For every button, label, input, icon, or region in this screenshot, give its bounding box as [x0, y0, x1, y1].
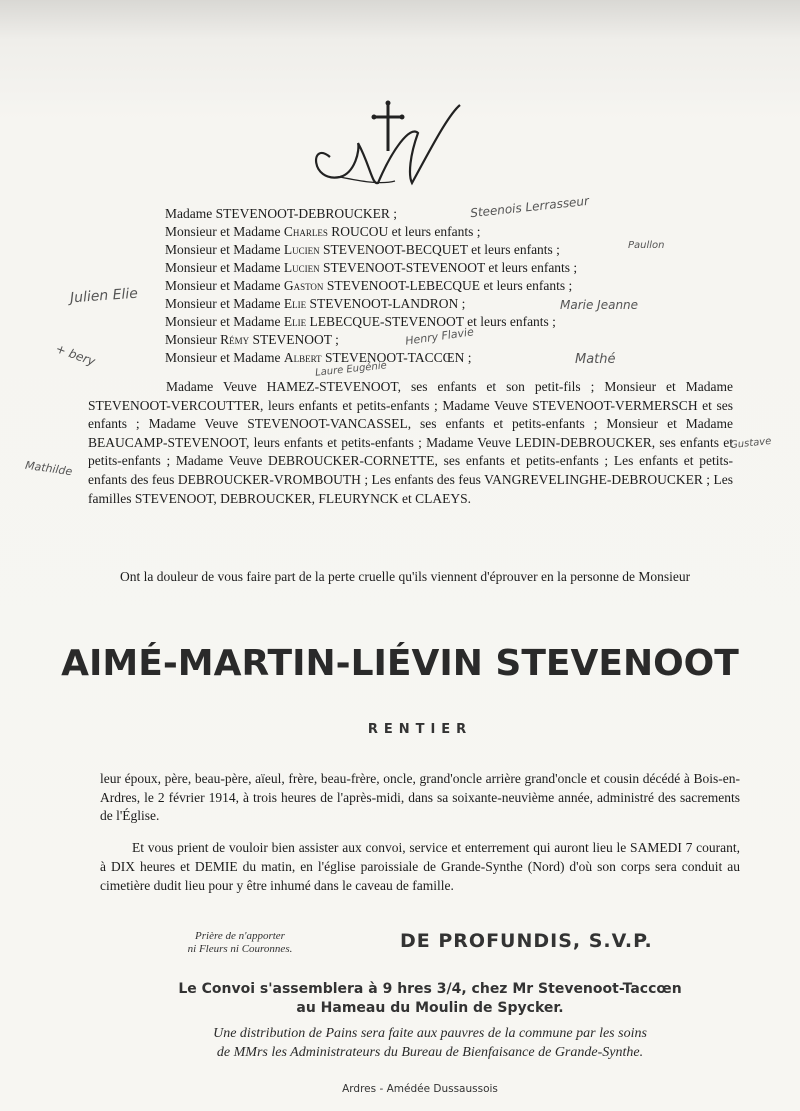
family-line: Madame STEVENOOT-DEBROUCKER ;: [165, 206, 398, 221]
de-profundis: DE PROFUNDIS, S.V.P.: [400, 930, 653, 952]
family-line: Monsieur et Madame Lucien STEVENOOT-STEVENOOT et leurs enfants ;: [165, 260, 578, 275]
family-line: Monsieur et Madame Elie LEBECQUE-STEVENOOT et leurs enfants ;: [165, 314, 556, 329]
handwritten-annotation: Laure Eugénie: [314, 360, 388, 379]
family-list: [165, 205, 725, 367]
handwritten-annotation: Marie Jeanne: [560, 298, 639, 312]
family-line: Monsieur Rémy STEVENOOT ;: [165, 332, 339, 347]
profession: RENTIER: [367, 722, 473, 737]
family-line: Monsieur et Madame Elie STEVENOOT-LANDRON ;: [165, 296, 466, 311]
relatives-paragraph: Madame Veuve HAMEZ-STEVENOOT, ses enfants et son petit-fils ; Monsieur et Madame STEVENOOT-VERCOUTTER, leurs enfants et petits-enfants ; Madame Veuve STEVENOOT-VERMERSCH et ses enfants ; Madame Veuve STEVENOOT-VANCASSEL, ses enfants et petits-enfants ; Monsieur et Madame BEAUCAMP-STEVENOOT, leurs enfants et petits-enfants ; Madame Veuve LEDIN-DEBROUCKER, ses enfants et petits-enfants ; Madame Veuve DEBROUCKER-CORNETTE, ses enfants et petits-enfants ; Les enfants et petits-enfants des feus DEBROUCKER-VROMBOUTH ; Les enfants des feus VANGREVELINGHE-DEBROUCKER ; Les familles STEVENOOT, DEBROUCKER, FLEURYNCK et CLAEYS.: [88, 379, 733, 506]
handwritten-annotation: + bery: [53, 341, 98, 369]
bread-distribution-notice: Une distribution de Pains sera faite aux pauvres de la commune par les soins de MMrs les Administrateurs du Bureau de Bienfaisance de Grande-Synthe.: [213, 1026, 647, 1060]
handwritten-annotation: Paullon: [628, 240, 665, 251]
handwritten-annotation: Mathilde: [24, 458, 74, 479]
printer-credit: Ardres - Amédée Dussaussois: [342, 1083, 498, 1095]
no-flowers-note: Prière de n'apporter ni Fleurs ni Couronnes.: [187, 930, 293, 955]
convoy-notice: Le Convoi s'assemblera à 9 hres 3/4, chez Mr Stevenoot-Taccœn au Hameau du Moulin de Spycker.: [178, 981, 682, 1016]
funeral-paragraph: Et vous prient de vouloir bien assister aux convoi, service et enterrement qui auront lieu le SAMEDI 7 courant, à DIX heures et DEMIE du matin, en l'église paroissiale de Grande-Synthe (Nord) d'où son corps sera conduit au cimetière dudit lieu pour y être inhumé dans le caveau de famille.: [100, 840, 740, 893]
family-line: Monsieur et Madame Charles ROUCOU et leurs enfants ;: [165, 224, 481, 239]
cross-monogram-emblem: [300, 95, 470, 195]
family-line: Monsieur et Madame Lucien STEVENOOT-BECQUET et leurs enfants ;: [165, 242, 560, 257]
handwritten-annotation: Henry Flavie: [404, 325, 475, 348]
announcement-paragraph: Ont la douleur de vous faire part de la perte cruelle qu'ils viennent d'éprouver en la personne de Monsieur: [120, 569, 691, 584]
family-line: Monsieur et Madame Albert STEVENOOT-TACCŒN ;: [165, 350, 472, 365]
deceased-name: AIMÉ-MARTIN-LIÉVIN STEVENOOT: [61, 643, 739, 684]
handwritten-annotation: Julien Elie: [69, 285, 139, 307]
handwritten-annotation: Steenois Lerrasseur: [469, 193, 590, 221]
handwritten-annotation: Gustave: [729, 435, 772, 452]
death-paragraph: leur époux, père, beau-père, aïeul, frère, beau-frère, oncle, grand'oncle arrière grand'oncle et cousin décédé à Bois-en-Ardres, le 2 février 1914, à trois heures de l'après-midi, dans sa soixante-neuvième année, administré des sacrements de l'Église.: [100, 771, 740, 823]
family-line: Monsieur et Madame Gaston STEVENOOT-LEBECQUE et leurs enfants ;: [165, 278, 573, 293]
handwritten-annotation: Mathé: [575, 352, 616, 367]
